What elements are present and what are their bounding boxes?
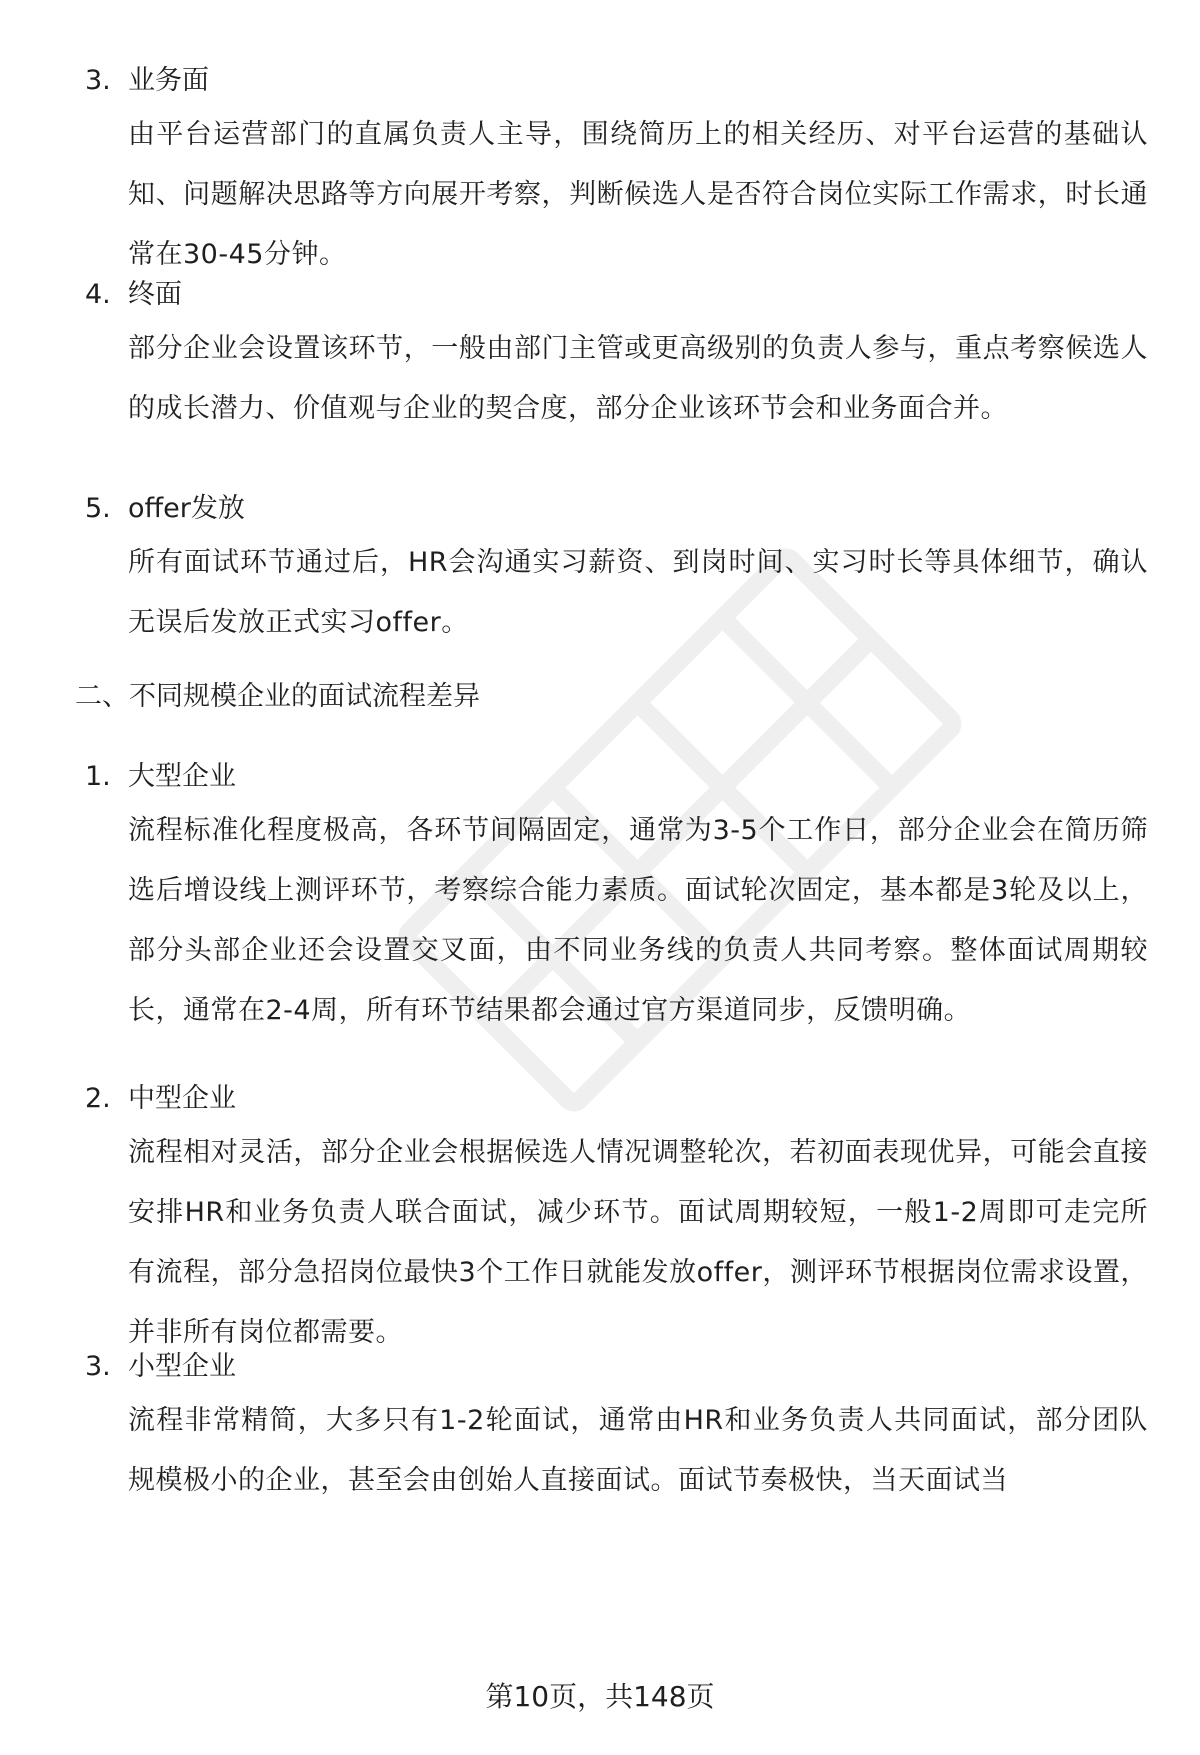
list-item-title: 业务面: [128, 65, 209, 96]
list-item-body: 部分企业会设置该环节，一般由部门主管或更高级别的负责人参与，重点考察候选人的成长潜力、价值观与企业的契合度，部分企业该环节会和业务面合并。: [128, 333, 1148, 424]
list-item-title: 小型企业: [128, 1351, 236, 1382]
list-number: 1.: [85, 761, 111, 792]
list-item-title: 中型企业: [128, 1083, 236, 1114]
list-item-title: offer发放: [128, 493, 245, 524]
list-number: 5.: [85, 493, 111, 524]
list-item-body: 流程标准化程度极高，各环节间隔固定，通常为3-5个工作日，部分企业会在简历筛选后增设线上测评环节，考察综合能力素质。面试轮次固定，基本都是3轮及以上，部分头部企业还会设置交叉面，由不同业务线的负责人共同考察。整体面试周期较长，通常在2-4周，所有环节结果都会通过官方渠道同步，反馈明确。: [128, 815, 1148, 1026]
list-number: 3.: [85, 1351, 111, 1382]
list-item-body: 流程非常精简，大多只有1-2轮面试，通常由HR和业务负责人共同面试，部分团队规模极小的企业，甚至会由创始人直接面试。面试节奏极快，当天面试当: [128, 1405, 1148, 1496]
page-footer: 第10页，共148页: [485, 1680, 715, 1713]
list-number: 2.: [85, 1083, 111, 1114]
list-item-body: 所有面试环节通过后，HR会沟通实习薪资、到岗时间、实习时长等具体细节，确认无误后发放正式实习offer。: [128, 547, 1148, 638]
section-heading: 二、不同规模企业的面试流程差异: [75, 681, 480, 712]
list-number: 4.: [85, 279, 111, 310]
list-item-title: 终面: [128, 279, 182, 310]
list-number: 3.: [85, 65, 111, 96]
list-item-body: 由平台运营部门的直属负责人主导，围绕简历上的相关经历、对平台运营的基础认知、问题解决思路等方向展开考察，判断候选人是否符合岗位实际工作需求，时长通常在30-45分钟。: [128, 119, 1148, 270]
list-item-body: 流程相对灵活，部分企业会根据候选人情况调整轮次，若初面表现优异，可能会直接安排HR和业务负责人联合面试，减少环节。面试周期较短，一般1-2周即可走完所有流程，部分急招岗位最快3个工作日就能发放offer，测评环节根据岗位需求设置，并非所有岗位都需要。: [128, 1137, 1148, 1348]
list-item-title: 大型企业: [128, 761, 236, 792]
